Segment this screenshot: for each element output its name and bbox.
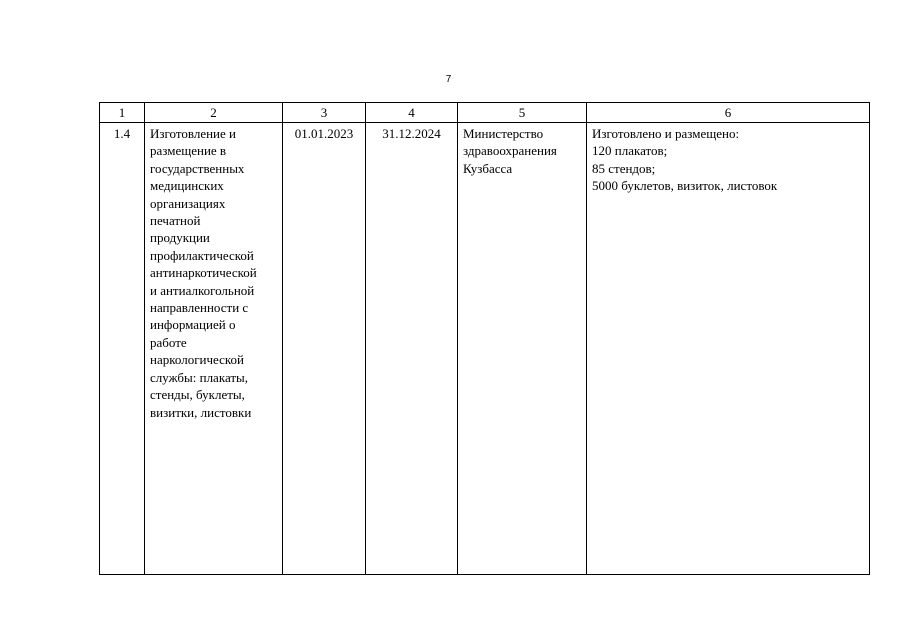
description-line: печатной	[150, 213, 201, 229]
executor-line: Кузбасса	[463, 160, 513, 176]
table-header-row	[100, 103, 870, 123]
description-line: размещение в	[150, 143, 227, 159]
description-line: визитки, листовки	[150, 404, 252, 420]
description-line: медицинских	[150, 178, 224, 194]
executor-line: Министерство	[463, 126, 544, 141]
description-line: стенды, буклеты,	[150, 387, 245, 403]
header-cell-2: 2	[145, 103, 283, 123]
description-line: антинаркотической	[150, 265, 257, 281]
description-line: организациях	[150, 195, 226, 211]
description-line: и антиалкогольной	[150, 282, 255, 298]
header-cell-6: 6	[587, 103, 870, 123]
description-line: наркологической	[150, 352, 245, 368]
row-number-cell: 1.4	[100, 123, 145, 575]
description-line: Изготовление и	[150, 126, 236, 141]
header-cell-3: 3	[283, 103, 366, 123]
header-cell-1: 1	[100, 103, 145, 123]
end-date-cell: 31.12.2024	[366, 123, 458, 575]
header-cell-5: 5	[458, 103, 587, 123]
executor-line: здравоохранения	[463, 143, 557, 159]
description-line: службы: плакаты,	[150, 369, 249, 385]
executor-cell	[458, 123, 587, 575]
start-date-cell: 01.01.2023	[283, 123, 366, 575]
page-number: 7	[445, 74, 452, 85]
result-line: 5000 буклетов, визиток, листовок	[592, 178, 778, 194]
description-line: работе	[150, 334, 187, 350]
description-line: направленности с	[150, 300, 249, 316]
header-cell-4: 4	[366, 103, 458, 123]
description-line: государственных	[150, 160, 245, 176]
table-row	[100, 123, 870, 575]
result-line: 85 стендов;	[592, 160, 656, 176]
description-line: продукции	[150, 230, 210, 246]
description-cell	[145, 123, 283, 575]
description-line: информацией о	[150, 317, 236, 333]
result-line: Изготовлено и размещено:	[592, 126, 740, 141]
description-line: профилактической	[150, 247, 254, 263]
activities-table	[99, 102, 870, 575]
result-line: 120 плакатов;	[592, 143, 668, 159]
result-cell	[587, 123, 870, 575]
